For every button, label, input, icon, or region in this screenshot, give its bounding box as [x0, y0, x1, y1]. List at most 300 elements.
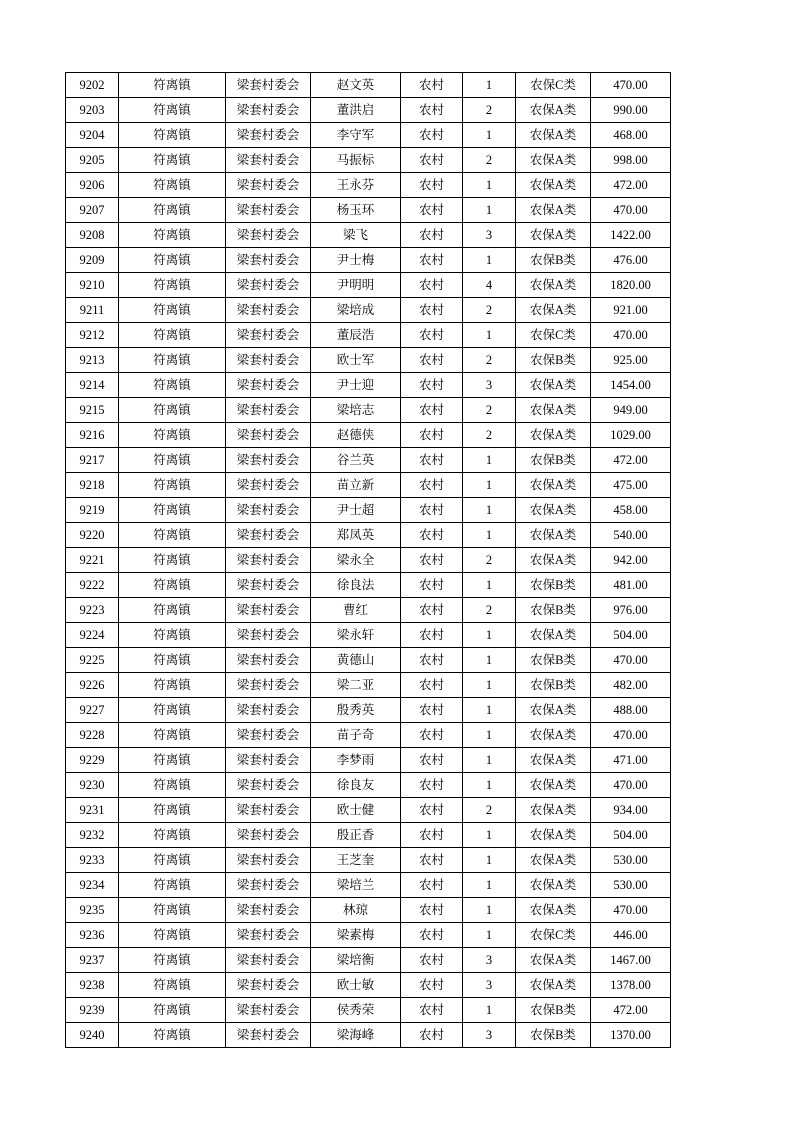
cell-name: 殷正香 [311, 823, 401, 848]
cell-village: 梁套村委会 [226, 373, 311, 398]
cell-count: 1 [463, 323, 516, 348]
cell-id: 9227 [66, 698, 119, 723]
cell-residence: 农村 [401, 498, 463, 523]
cell-amount: 472.00 [591, 448, 671, 473]
cell-count: 1 [463, 648, 516, 673]
cell-village: 梁套村委会 [226, 923, 311, 948]
cell-count: 2 [463, 298, 516, 323]
cell-name: 欧士军 [311, 348, 401, 373]
cell-town: 符离镇 [119, 248, 226, 273]
cell-residence: 农村 [401, 173, 463, 198]
cell-town: 符离镇 [119, 923, 226, 948]
cell-residence: 农村 [401, 398, 463, 423]
cell-town: 符离镇 [119, 73, 226, 98]
cell-count: 1 [463, 848, 516, 873]
cell-category: 农保B类 [516, 448, 591, 473]
cell-id: 9224 [66, 623, 119, 648]
cell-id: 9221 [66, 548, 119, 573]
cell-village: 梁套村委会 [226, 73, 311, 98]
cell-name: 梁培衡 [311, 948, 401, 973]
cell-amount: 446.00 [591, 923, 671, 948]
cell-category: 农保A类 [516, 823, 591, 848]
cell-category: 农保B类 [516, 573, 591, 598]
cell-amount: 470.00 [591, 73, 671, 98]
cell-residence: 农村 [401, 98, 463, 123]
cell-town: 符离镇 [119, 698, 226, 723]
cell-id: 9212 [66, 323, 119, 348]
cell-town: 符离镇 [119, 748, 226, 773]
cell-village: 梁套村委会 [226, 223, 311, 248]
cell-amount: 540.00 [591, 523, 671, 548]
cell-count: 1 [463, 73, 516, 98]
cell-amount: 472.00 [591, 998, 671, 1023]
cell-count: 1 [463, 873, 516, 898]
cell-residence: 农村 [401, 823, 463, 848]
table-row [66, 948, 671, 973]
cell-town: 符离镇 [119, 798, 226, 823]
cell-residence: 农村 [401, 748, 463, 773]
cell-village: 梁套村委会 [226, 398, 311, 423]
cell-name: 苗子奇 [311, 723, 401, 748]
cell-amount: 476.00 [591, 248, 671, 273]
cell-count: 4 [463, 273, 516, 298]
cell-id: 9204 [66, 123, 119, 148]
cell-id: 9233 [66, 848, 119, 873]
cell-town: 符离镇 [119, 573, 226, 598]
cell-id: 9205 [66, 148, 119, 173]
cell-category: 农保A类 [516, 398, 591, 423]
cell-count: 1 [463, 998, 516, 1023]
cell-count: 2 [463, 423, 516, 448]
cell-village: 梁套村委会 [226, 698, 311, 723]
table-row [66, 598, 671, 623]
cell-amount: 504.00 [591, 823, 671, 848]
table-row [66, 423, 671, 448]
cell-village: 梁套村委会 [226, 623, 311, 648]
cell-amount: 1467.00 [591, 948, 671, 973]
cell-id: 9210 [66, 273, 119, 298]
cell-amount: 530.00 [591, 873, 671, 898]
cell-town: 符离镇 [119, 948, 226, 973]
cell-category: 农保A类 [516, 848, 591, 873]
cell-amount: 1820.00 [591, 273, 671, 298]
cell-town: 符离镇 [119, 623, 226, 648]
cell-residence: 农村 [401, 473, 463, 498]
cell-village: 梁套村委会 [226, 248, 311, 273]
cell-id: 9206 [66, 173, 119, 198]
cell-name: 董辰浩 [311, 323, 401, 348]
cell-village: 梁套村委会 [226, 998, 311, 1023]
cell-count: 1 [463, 523, 516, 548]
cell-residence: 农村 [401, 323, 463, 348]
cell-count: 1 [463, 823, 516, 848]
cell-name: 梁培成 [311, 298, 401, 323]
cell-residence: 农村 [401, 898, 463, 923]
cell-category: 农保A类 [516, 698, 591, 723]
cell-town: 符离镇 [119, 173, 226, 198]
cell-amount: 470.00 [591, 898, 671, 923]
cell-name: 赵德侠 [311, 423, 401, 448]
cell-residence: 农村 [401, 698, 463, 723]
cell-name: 李守军 [311, 123, 401, 148]
cell-village: 梁套村委会 [226, 598, 311, 623]
cell-name: 马振标 [311, 148, 401, 173]
cell-town: 符离镇 [119, 198, 226, 223]
cell-name: 董洪启 [311, 98, 401, 123]
cell-village: 梁套村委会 [226, 573, 311, 598]
cell-town: 符离镇 [119, 548, 226, 573]
cell-name: 苗立新 [311, 473, 401, 498]
cell-amount: 470.00 [591, 773, 671, 798]
cell-category: 农保A类 [516, 273, 591, 298]
cell-count: 1 [463, 723, 516, 748]
cell-category: 农保C类 [516, 323, 591, 348]
cell-town: 符离镇 [119, 98, 226, 123]
cell-town: 符离镇 [119, 148, 226, 173]
cell-amount: 488.00 [591, 698, 671, 723]
table-row [66, 698, 671, 723]
table-row [66, 448, 671, 473]
cell-name: 尹士超 [311, 498, 401, 523]
cell-town: 符离镇 [119, 898, 226, 923]
cell-town: 符离镇 [119, 423, 226, 448]
cell-count: 1 [463, 123, 516, 148]
cell-id: 9220 [66, 523, 119, 548]
cell-town: 符离镇 [119, 473, 226, 498]
cell-id: 9222 [66, 573, 119, 598]
cell-town: 符离镇 [119, 323, 226, 348]
cell-count: 2 [463, 148, 516, 173]
cell-name: 尹士迎 [311, 373, 401, 398]
cell-id: 9217 [66, 448, 119, 473]
table-row [66, 523, 671, 548]
cell-count: 2 [463, 548, 516, 573]
cell-residence: 农村 [401, 73, 463, 98]
cell-category: 农保A类 [516, 623, 591, 648]
cell-name: 谷兰英 [311, 448, 401, 473]
cell-category: 农保A类 [516, 748, 591, 773]
cell-town: 符离镇 [119, 773, 226, 798]
table-row [66, 173, 671, 198]
cell-name: 尹明明 [311, 273, 401, 298]
cell-amount: 472.00 [591, 173, 671, 198]
cell-id: 9218 [66, 473, 119, 498]
cell-id: 9229 [66, 748, 119, 773]
table-row [66, 323, 671, 348]
cell-name: 赵文英 [311, 73, 401, 98]
cell-village: 梁套村委会 [226, 773, 311, 798]
cell-name: 欧士敏 [311, 973, 401, 998]
cell-id: 9226 [66, 673, 119, 698]
cell-count: 3 [463, 373, 516, 398]
cell-residence: 农村 [401, 848, 463, 873]
cell-id: 9216 [66, 423, 119, 448]
table-row [66, 723, 671, 748]
cell-village: 梁套村委会 [226, 748, 311, 773]
cell-village: 梁套村委会 [226, 798, 311, 823]
cell-id: 9239 [66, 998, 119, 1023]
cell-count: 1 [463, 498, 516, 523]
cell-amount: 934.00 [591, 798, 671, 823]
cell-count: 3 [463, 1023, 516, 1048]
cell-town: 符离镇 [119, 123, 226, 148]
cell-amount: 921.00 [591, 298, 671, 323]
cell-id: 9237 [66, 948, 119, 973]
cell-category: 农保A类 [516, 873, 591, 898]
table-row [66, 223, 671, 248]
cell-id: 9234 [66, 873, 119, 898]
cell-name: 杨玉环 [311, 198, 401, 223]
cell-residence: 农村 [401, 348, 463, 373]
table-row [66, 373, 671, 398]
cell-amount: 990.00 [591, 98, 671, 123]
cell-residence: 农村 [401, 148, 463, 173]
cell-town: 符离镇 [119, 873, 226, 898]
cell-id: 9228 [66, 723, 119, 748]
cell-residence: 农村 [401, 1023, 463, 1048]
cell-name: 欧士健 [311, 798, 401, 823]
cell-amount: 468.00 [591, 123, 671, 148]
cell-village: 梁套村委会 [226, 673, 311, 698]
cell-id: 9236 [66, 923, 119, 948]
cell-category: 农保A类 [516, 723, 591, 748]
cell-category: 农保A类 [516, 523, 591, 548]
cell-count: 1 [463, 623, 516, 648]
table-row [66, 573, 671, 598]
table-row [66, 898, 671, 923]
cell-name: 徐良法 [311, 573, 401, 598]
cell-count: 1 [463, 173, 516, 198]
cell-residence: 农村 [401, 373, 463, 398]
cell-residence: 农村 [401, 198, 463, 223]
cell-village: 梁套村委会 [226, 348, 311, 373]
cell-category: 农保C类 [516, 923, 591, 948]
cell-category: 农保A类 [516, 498, 591, 523]
cell-category: 农保A类 [516, 198, 591, 223]
cell-residence: 农村 [401, 673, 463, 698]
cell-residence: 农村 [401, 573, 463, 598]
cell-town: 符离镇 [119, 223, 226, 248]
cell-category: 农保A类 [516, 948, 591, 973]
cell-count: 1 [463, 473, 516, 498]
cell-count: 1 [463, 898, 516, 923]
cell-name: 林琼 [311, 898, 401, 923]
cell-town: 符离镇 [119, 1023, 226, 1048]
cell-residence: 农村 [401, 273, 463, 298]
table-row [66, 148, 671, 173]
cell-name: 殷秀英 [311, 698, 401, 723]
cell-category: 农保C类 [516, 73, 591, 98]
cell-residence: 农村 [401, 798, 463, 823]
cell-amount: 530.00 [591, 848, 671, 873]
cell-category: 农保A类 [516, 473, 591, 498]
cell-village: 梁套村委会 [226, 498, 311, 523]
cell-category: 农保B类 [516, 1023, 591, 1048]
cell-id: 9211 [66, 298, 119, 323]
cell-residence: 农村 [401, 598, 463, 623]
table-row [66, 648, 671, 673]
cell-id: 9215 [66, 398, 119, 423]
cell-id: 9208 [66, 223, 119, 248]
cell-village: 梁套村委会 [226, 473, 311, 498]
cell-village: 梁套村委会 [226, 648, 311, 673]
cell-name: 梁培志 [311, 398, 401, 423]
cell-village: 梁套村委会 [226, 948, 311, 973]
cell-category: 农保B类 [516, 248, 591, 273]
cell-count: 3 [463, 948, 516, 973]
cell-amount: 482.00 [591, 673, 671, 698]
cell-count: 1 [463, 248, 516, 273]
cell-category: 农保A类 [516, 973, 591, 998]
cell-category: 农保A类 [516, 298, 591, 323]
cell-count: 1 [463, 773, 516, 798]
cell-id: 9225 [66, 648, 119, 673]
cell-count: 2 [463, 598, 516, 623]
cell-amount: 1422.00 [591, 223, 671, 248]
cell-id: 9207 [66, 198, 119, 223]
table-row [66, 873, 671, 898]
cell-name: 李梦雨 [311, 748, 401, 773]
cell-id: 9202 [66, 73, 119, 98]
cell-category: 农保A类 [516, 548, 591, 573]
cell-name: 梁素梅 [311, 923, 401, 948]
cell-category: 农保A类 [516, 223, 591, 248]
cell-residence: 农村 [401, 973, 463, 998]
table-row [66, 248, 671, 273]
cell-id: 9240 [66, 1023, 119, 1048]
cell-amount: 1029.00 [591, 423, 671, 448]
cell-name: 梁海峰 [311, 1023, 401, 1048]
cell-id: 9235 [66, 898, 119, 923]
cell-name: 梁飞 [311, 223, 401, 248]
cell-amount: 949.00 [591, 398, 671, 423]
table-body [66, 73, 671, 1048]
cell-category: 农保A类 [516, 173, 591, 198]
cell-count: 1 [463, 923, 516, 948]
cell-amount: 1378.00 [591, 973, 671, 998]
cell-residence: 农村 [401, 648, 463, 673]
cell-category: 农保A类 [516, 148, 591, 173]
cell-village: 梁套村委会 [226, 98, 311, 123]
cell-amount: 470.00 [591, 323, 671, 348]
cell-name: 梁永轩 [311, 623, 401, 648]
cell-amount: 504.00 [591, 623, 671, 648]
table-row [66, 623, 671, 648]
cell-name: 郑凤英 [311, 523, 401, 548]
cell-residence: 农村 [401, 423, 463, 448]
cell-amount: 458.00 [591, 498, 671, 523]
cell-village: 梁套村委会 [226, 823, 311, 848]
cell-amount: 925.00 [591, 348, 671, 373]
cell-village: 梁套村委会 [226, 423, 311, 448]
cell-village: 梁套村委会 [226, 198, 311, 223]
cell-village: 梁套村委会 [226, 298, 311, 323]
table-row [66, 673, 671, 698]
cell-residence: 农村 [401, 873, 463, 898]
cell-town: 符离镇 [119, 498, 226, 523]
cell-town: 符离镇 [119, 398, 226, 423]
cell-count: 2 [463, 348, 516, 373]
cell-town: 符离镇 [119, 848, 226, 873]
cell-town: 符离镇 [119, 673, 226, 698]
benefits-table [65, 72, 671, 1048]
cell-amount: 481.00 [591, 573, 671, 598]
cell-category: 农保B类 [516, 673, 591, 698]
cell-name: 侯秀荣 [311, 998, 401, 1023]
cell-amount: 942.00 [591, 548, 671, 573]
cell-name: 王永芬 [311, 173, 401, 198]
cell-town: 符离镇 [119, 723, 226, 748]
cell-village: 梁套村委会 [226, 448, 311, 473]
cell-name: 徐良友 [311, 773, 401, 798]
cell-count: 1 [463, 673, 516, 698]
table-row [66, 823, 671, 848]
cell-residence: 农村 [401, 948, 463, 973]
table-row [66, 298, 671, 323]
cell-village: 梁套村委会 [226, 323, 311, 348]
cell-category: 农保A类 [516, 98, 591, 123]
table-row [66, 98, 671, 123]
table-row [66, 73, 671, 98]
cell-residence: 农村 [401, 448, 463, 473]
cell-town: 符离镇 [119, 348, 226, 373]
table-row [66, 1023, 671, 1048]
cell-residence: 农村 [401, 723, 463, 748]
table-row [66, 848, 671, 873]
cell-residence: 农村 [401, 248, 463, 273]
cell-village: 梁套村委会 [226, 273, 311, 298]
cell-amount: 1454.00 [591, 373, 671, 398]
cell-id: 9209 [66, 248, 119, 273]
table-row [66, 198, 671, 223]
table-row [66, 748, 671, 773]
cell-village: 梁套村委会 [226, 723, 311, 748]
cell-count: 1 [463, 448, 516, 473]
cell-category: 农保A类 [516, 123, 591, 148]
cell-amount: 998.00 [591, 148, 671, 173]
cell-town: 符离镇 [119, 598, 226, 623]
cell-amount: 976.00 [591, 598, 671, 623]
cell-count: 1 [463, 698, 516, 723]
cell-residence: 农村 [401, 123, 463, 148]
cell-village: 梁套村委会 [226, 848, 311, 873]
cell-residence: 农村 [401, 998, 463, 1023]
table-row [66, 548, 671, 573]
cell-residence: 农村 [401, 923, 463, 948]
cell-residence: 农村 [401, 523, 463, 548]
cell-village: 梁套村委会 [226, 1023, 311, 1048]
cell-id: 9238 [66, 973, 119, 998]
cell-town: 符离镇 [119, 298, 226, 323]
cell-category: 农保A类 [516, 423, 591, 448]
cell-category: 农保B类 [516, 648, 591, 673]
cell-category: 农保A类 [516, 773, 591, 798]
table-row [66, 348, 671, 373]
cell-count: 1 [463, 573, 516, 598]
cell-count: 2 [463, 98, 516, 123]
cell-town: 符离镇 [119, 998, 226, 1023]
cell-residence: 农村 [401, 623, 463, 648]
cell-amount: 471.00 [591, 748, 671, 773]
cell-residence: 农村 [401, 773, 463, 798]
cell-count: 2 [463, 798, 516, 823]
cell-category: 农保A类 [516, 798, 591, 823]
cell-id: 9219 [66, 498, 119, 523]
cell-name: 黄德山 [311, 648, 401, 673]
cell-town: 符离镇 [119, 823, 226, 848]
cell-id: 9213 [66, 348, 119, 373]
table-row [66, 123, 671, 148]
